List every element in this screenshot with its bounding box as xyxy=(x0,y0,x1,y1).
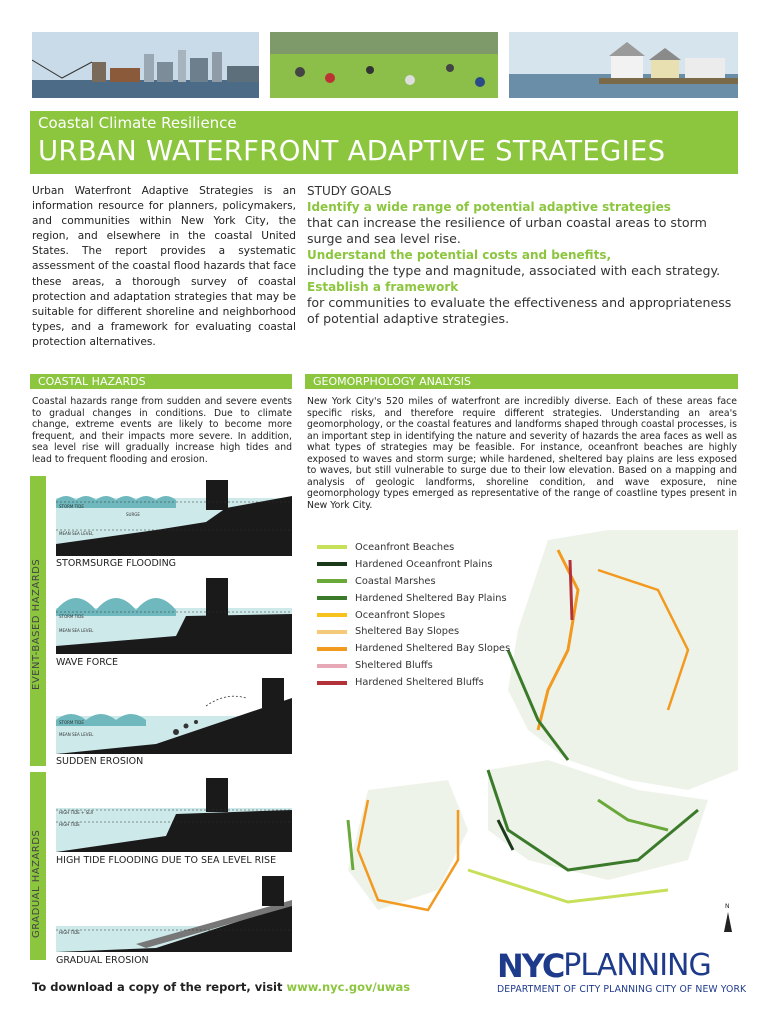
skyline-photo xyxy=(32,32,259,98)
gradual-hazards-label: GRADUAL HAZARDS xyxy=(31,829,42,938)
diagram-tag: MEAN SEA LEVEL xyxy=(59,628,94,633)
study-goals xyxy=(307,184,737,328)
department-name: DEPARTMENT OF CITY PLANNING CITY OF NEW YORK xyxy=(497,984,747,995)
legend-item xyxy=(317,674,510,691)
diagram-label: STORMSURGE FLOODING xyxy=(56,558,177,569)
houses-photo xyxy=(509,32,738,98)
legend-label: Sheltered Bluffs xyxy=(355,660,433,672)
legend-swatch xyxy=(317,681,347,685)
goal-title: Establish a framework xyxy=(307,280,459,294)
legend-item xyxy=(317,573,510,590)
goal-text: including the type and magnitude, associated with each strategy. xyxy=(307,263,721,278)
legend-label: Sheltered Bay Slopes xyxy=(355,626,460,638)
legend-swatch xyxy=(317,664,347,668)
legend-label: Hardened Oceanfront Plains xyxy=(355,558,493,570)
wave-force-diagram xyxy=(56,576,292,654)
diagram-label: SUDDEN EROSION xyxy=(56,756,144,767)
banner-subtitle: Coastal Climate Resilience xyxy=(38,114,237,132)
coastal-hazards-text: Coastal hazards range from sudden and severe events to gradual changes in conditions. Due to climate change, extreme events are likely to become more frequent, and their impacts more severe. In addition, sea level rise will gradually increase high tides and lead to frequent flooding and erosion. xyxy=(32,396,292,465)
study-goals-heading: STUDY GOALS xyxy=(307,184,392,198)
legend-item xyxy=(317,640,510,657)
legend-swatch xyxy=(317,579,347,583)
map-legend xyxy=(317,539,510,691)
sudden-erosion-diagram xyxy=(56,676,292,754)
download-cta-text: To download a copy of the report, visit xyxy=(32,980,287,994)
legend-label: Coastal Marshes xyxy=(355,575,436,587)
high-tide-flooding-diagram xyxy=(56,774,292,852)
diagram-tag: MEAN SEA LEVEL xyxy=(59,732,94,737)
gradual-erosion-diagram xyxy=(56,874,292,952)
legend-label: Oceanfront Slopes xyxy=(355,609,446,621)
goal-title: Identify a wide range of potential adaptive strategies xyxy=(307,200,671,214)
legend-swatch xyxy=(317,630,347,634)
diagram-tag: STORM TIDE xyxy=(59,504,84,509)
legend-item xyxy=(317,623,510,640)
goal-text: that can increase the resilience of urban coastal areas to storm surge and sea level rise. xyxy=(307,215,707,246)
diagram-tag: HIGH TIDE xyxy=(59,930,80,935)
report-link[interactable]: www.nyc.gov/uwas xyxy=(286,980,411,994)
logo-planning: PLANNING xyxy=(563,948,711,983)
diagram-label: HIGH TIDE FLOODING DUE TO SEA LEVEL RISE xyxy=(56,855,277,866)
storm-surge-diagram xyxy=(56,478,292,556)
legend-swatch xyxy=(317,596,347,600)
diagram-tag: STORM TIDE xyxy=(59,614,84,619)
legend-item xyxy=(317,607,510,624)
logo-nyc: NYC xyxy=(497,947,564,985)
title-banner xyxy=(30,111,738,174)
diagram-tag: MEAN SEA LEVEL xyxy=(59,531,94,536)
coastal-hazards-heading: COASTAL HAZARDS xyxy=(30,374,292,389)
diagram-label: WAVE FORCE xyxy=(56,657,118,668)
nyc-planning-logo xyxy=(497,947,747,996)
download-cta xyxy=(32,980,410,994)
legend-item xyxy=(317,657,510,674)
legend-swatch xyxy=(317,545,347,549)
page-title: URBAN WATERFRONT ADAPTIVE STRATEGIES xyxy=(38,135,666,167)
legend-label: Hardened Sheltered Bay Slopes xyxy=(355,643,511,655)
geomorphology-heading: GEOMORPHOLOGY ANALYSIS xyxy=(305,374,738,389)
legend-swatch xyxy=(317,562,347,566)
legend-swatch xyxy=(317,647,347,651)
diagram-tag: SURGE xyxy=(126,512,140,517)
diagram-tag: HIGH TIDE xyxy=(59,822,80,827)
event-hazards-label: EVENT-BASED HAZARDS xyxy=(31,558,42,690)
diagram-tag: HIGH TIDE + SLR xyxy=(59,810,94,815)
diagram-tag: STORM TIDE xyxy=(59,720,84,725)
legend-item xyxy=(317,556,510,573)
north-label: N xyxy=(725,903,730,910)
legend-swatch xyxy=(317,613,347,617)
legend-label: Hardened Sheltered Bay Plains xyxy=(355,592,507,604)
park-photo xyxy=(270,32,498,98)
legend-item xyxy=(317,539,510,556)
goal-title: Understand the potential costs and benefits, xyxy=(307,248,612,262)
legend-label: Hardened Sheltered Bluffs xyxy=(355,677,484,689)
legend-item xyxy=(317,590,510,607)
geomorphology-text: New York City's 520 miles of waterfront are incredibly diverse. Each of these areas face specific risks, and therefore require different strategies. Understanding an area's geomorphology, or the coastal features and landforms shaped through coastal processes, is an important step in identifying the nature and severity of hazards the area faces as well as what types of strategies may be feasible. For instance, oceanfront beaches are highly exposed to waves and storm surge; while hardened, sheltered bay plains are less exposed to waves, but still vulnerable to surge due to their low elevation. Based on a mapping and analysis of geologic landforms, shoreline condition, and wave exposure, nine geomorphology types emerged as representative of the range of coastline types present in New York City. xyxy=(307,396,737,511)
legend-label: Oceanfront Beaches xyxy=(355,541,455,553)
goal-text: for communities to evaluate the effectiveness and appropriateness of potential adaptive strategies. xyxy=(307,295,732,326)
diagram-label: GRADUAL EROSION xyxy=(56,955,149,966)
intro-paragraph: Urban Waterfront Adaptive Strategies is an information resource for planners, policymakers, and communities within New York City, the region, and elsewhere in the coastal United States. The report provides a systematic assessment of the coastal flood hazards that face these areas, a thorough survey of coastal protection and adaptation strategies that may be suitable for different shoreline and neighborhood types, and a framework for evaluating coastal protection alternatives. xyxy=(32,185,296,348)
